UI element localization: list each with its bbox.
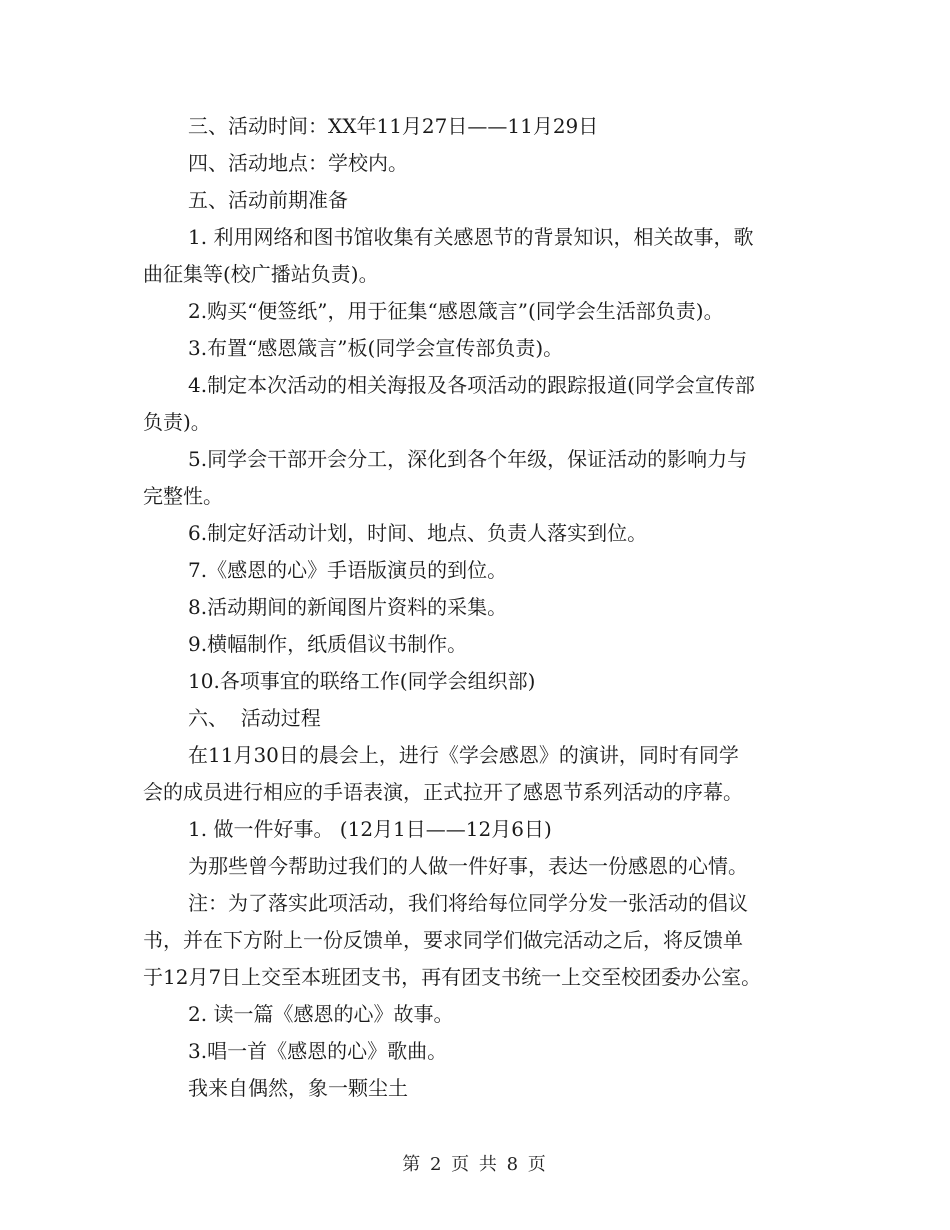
text-line: 2.购买“便签纸”，用于征集“感恩箴言”(同学会生活部负责)。 [188,299,724,323]
text-line: 10.各项事宜的联络工作(同学会组织部) [188,669,536,693]
text-line: 于12月7日上交至本班团支书，再有团支书统一上交至校团委办公室。 [143,965,762,989]
text-line: 书，并在下方附上一份反馈单，要求同学们做完活动之后，将反馈单 [143,928,743,952]
text-line: 9.横幅制作，纸质倡议书制作。 [188,632,468,656]
text-line: 会的成员进行相应的手语表演，正式拉开了感恩节系列活动的序幕。 [143,780,743,804]
text-line: 1. 利用网络和图书馆收集有关感恩节的背景知识，相关故事，歌 [188,225,754,249]
text-line: 7.《感恩的心》手语版演员的到位。 [188,558,508,582]
text-line: 为那些曾今帮助过我们的人做一件好事，表达一份感恩的心情。 [188,854,748,878]
text-line: 注：为了落实此项活动，我们将给每位同学分发一张活动的倡议 [188,891,748,915]
section-heading: 六、 活动过程 [188,706,321,730]
text-line: 1. 做一件好事。 (12月1日——12月6日) [188,817,552,841]
text-line: 我来自偶然，象一颗尘土 [188,1076,408,1100]
text-line: 8.活动期间的新闻图片资料的采集。 [188,595,508,619]
text-line: 三、活动时间：XX年11月27日——11月29日 [188,114,599,138]
text-line: 2. 读一篇《感恩的心》故事。 [188,1002,454,1026]
text-line: 5.同学会干部开会分工，深化到各个年级，保证活动的影响力与 [188,447,748,471]
text-line: 3.唱一首《感恩的心》歌曲。 [188,1039,448,1063]
text-line: 3.布置“感恩箴言”板(同学会宣传部负责)。 [188,336,564,360]
document-body [143,108,811,1107]
text-line: 在11月30日的晨会上，进行《学会感恩》的演讲，同时有同学 [188,743,739,767]
text-line: 负责)。 [143,410,211,434]
text-line: 6.制定好活动计划，时间、地点、负责人落实到位。 [188,521,648,545]
text-line: 五、活动前期准备 [188,188,348,212]
text-line: 四、活动地点：学校内。 [188,151,408,175]
text-line: 曲征集等(校广播站负责)。 [143,262,379,286]
text-line: 4.制定本次活动的相关海报及各项活动的跟踪报道(同学会宣传部 [188,373,755,397]
page-number-footer: 第 2 页 共 8 页 [402,1154,548,1175]
text-line: 完整性。 [143,484,223,508]
